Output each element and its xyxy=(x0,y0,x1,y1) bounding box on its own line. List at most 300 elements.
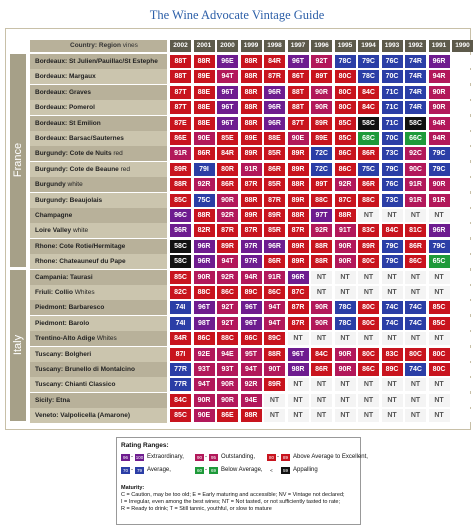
rating-cell: 88C xyxy=(217,332,238,345)
rating-cell: NT xyxy=(335,332,356,345)
rating-cell: 91R xyxy=(264,271,285,284)
rating-cell: NT xyxy=(382,394,403,407)
rating-cell: 94R xyxy=(429,117,450,130)
rating-cell: 94T xyxy=(241,363,262,376)
rating-cell: 74C xyxy=(405,317,426,330)
region-label: Region xyxy=(98,42,121,49)
rating-cell: NT xyxy=(429,209,450,222)
region-label: Tuscany: Brunello di Montalcino xyxy=(30,362,167,377)
rating-cell: 88R xyxy=(241,55,262,68)
year-header-2001: 2001 xyxy=(194,40,215,52)
year-header-2000: 2000 xyxy=(217,40,238,52)
rating-cell: 85C xyxy=(429,317,450,330)
legend-range-label: Average, xyxy=(147,466,171,473)
legend-swatch-high: 89 xyxy=(282,455,288,460)
rating-cell: NT xyxy=(335,271,356,284)
rating-cell xyxy=(452,86,473,99)
rating-cell: 88E xyxy=(194,86,215,99)
rating-cell: 89T xyxy=(311,70,332,83)
rating-cell: 94E xyxy=(217,348,238,361)
legend-swatch-low: 90 xyxy=(196,455,202,460)
rating-cell: 80C xyxy=(429,348,450,361)
rating-cell: 89C xyxy=(264,332,285,345)
rating-cell: 74C xyxy=(405,301,426,314)
legend-dash: - xyxy=(205,466,207,473)
year-header-1998: 1998 xyxy=(264,40,285,52)
rating-cell xyxy=(452,209,473,222)
rating-cell: 87R xyxy=(288,317,309,330)
rating-cell: 96T xyxy=(288,55,309,68)
rating-cell: 88R xyxy=(311,240,332,253)
rating-cell: NT xyxy=(264,409,285,422)
rating-cell: 85C xyxy=(335,117,356,130)
rating-cell: 58C xyxy=(358,117,379,130)
rating-cell: 86C xyxy=(217,286,238,299)
rating-cell: NT xyxy=(382,378,403,391)
legend-swatch-high: 95 xyxy=(210,455,216,460)
rating-cell: 91R xyxy=(241,163,262,176)
rating-cell: 96R xyxy=(194,255,215,268)
region-label: Tuscany: Chianti Classico xyxy=(30,377,167,392)
rating-cell: NT xyxy=(429,271,450,284)
rating-cell: 94T xyxy=(194,378,215,391)
rating-cell: 79C xyxy=(382,255,403,268)
rating-cell: NT xyxy=(405,409,426,422)
rating-cell: 90R xyxy=(335,240,356,253)
rating-cell: 88T xyxy=(288,86,309,99)
rating-cell xyxy=(452,378,473,391)
rating-cell: 80R xyxy=(217,163,238,176)
header-country-region xyxy=(30,40,167,52)
rating-cell: 92T xyxy=(217,301,238,314)
rating-cell: 90R xyxy=(335,255,356,268)
rating-cell: 74R xyxy=(405,70,426,83)
rating-cell: 92C xyxy=(405,147,426,160)
rating-cell: 91R xyxy=(405,194,426,207)
rating-cell xyxy=(452,194,473,207)
rating-cell: 78C xyxy=(358,70,379,83)
legend-range-label: Appalling xyxy=(293,466,318,473)
rating-cell: 88R xyxy=(241,70,262,83)
rating-cell: 71C xyxy=(382,86,403,99)
rating-cell: 74C xyxy=(405,363,426,376)
rating-cell: 66C xyxy=(405,132,426,145)
rating-cell: NT xyxy=(311,332,332,345)
rating-cell xyxy=(452,286,473,299)
rating-cell: 88R xyxy=(264,348,285,361)
rating-cell: 84C xyxy=(311,348,332,361)
rating-cell: 88R xyxy=(288,209,309,222)
legend-box xyxy=(116,437,368,525)
legend-range-label: Below Average, xyxy=(221,466,263,473)
rating-cell: 88R xyxy=(194,55,215,68)
rating-cell: NT xyxy=(429,394,450,407)
rating-cell: 88E xyxy=(264,132,285,145)
rating-cell xyxy=(452,70,473,83)
legend-range-label: Extraordinary, xyxy=(147,453,184,460)
rating-cell: 96T xyxy=(288,348,309,361)
rating-cell: NT xyxy=(358,409,379,422)
rating-cell: 74R xyxy=(405,101,426,114)
rating-cell xyxy=(452,163,473,176)
rating-cell: 89R xyxy=(288,163,309,176)
region-label: Burgundy: Beaujolais xyxy=(30,193,167,208)
rating-cell xyxy=(452,348,473,361)
rating-cell: 82R xyxy=(194,224,215,237)
rating-cell: 71C xyxy=(382,101,403,114)
rating-cell: 84R xyxy=(170,332,191,345)
rating-cell: NT xyxy=(358,394,379,407)
year-header-1995: 1995 xyxy=(335,40,356,52)
rating-cell: 74C xyxy=(382,301,403,314)
year-header-1994: 1994 xyxy=(358,40,379,52)
rating-cell: 90C xyxy=(405,163,426,176)
rating-cell: 96T xyxy=(241,301,262,314)
rating-cell: 79C xyxy=(382,240,403,253)
rating-cell: 79C xyxy=(358,55,379,68)
rating-cell: 90E xyxy=(288,132,309,145)
rating-cell: 88C xyxy=(358,194,379,207)
region-label: Piedmont: Barbaresco xyxy=(30,300,167,315)
rating-cell: NT xyxy=(264,394,285,407)
rating-cell: NT xyxy=(288,378,309,391)
country-tab-italy: Italy xyxy=(10,270,26,421)
rating-cell: 97T xyxy=(311,209,332,222)
rating-cell: NT xyxy=(429,378,450,391)
rating-cell: 89R xyxy=(241,147,262,160)
rating-cell: 72C xyxy=(311,163,332,176)
rating-cell: 80C xyxy=(405,348,426,361)
rating-cell: 93T xyxy=(194,363,215,376)
rating-cell: 87I xyxy=(170,348,191,361)
rating-cell: 90E xyxy=(194,409,215,422)
rating-cell: 90R xyxy=(429,101,450,114)
rating-cell: 81C xyxy=(405,224,426,237)
rating-cell xyxy=(452,101,473,114)
rating-cell: 88T xyxy=(170,55,191,68)
rating-cell: 88R xyxy=(241,117,262,130)
rating-cell: 85C xyxy=(170,409,191,422)
legend-swatch-high: 100 xyxy=(135,455,144,460)
rating-cell: 98T xyxy=(194,317,215,330)
rating-cell: 74R xyxy=(405,55,426,68)
rating-cell: NT xyxy=(429,409,450,422)
rating-cell: 88R xyxy=(311,255,332,268)
rating-cell: 93T xyxy=(217,363,238,376)
rating-cell: 90R xyxy=(311,317,332,330)
rating-cell: 80C xyxy=(335,86,356,99)
rating-cell: NT xyxy=(311,394,332,407)
rating-cell: 96T xyxy=(217,101,238,114)
rating-cell: NT xyxy=(311,378,332,391)
rating-cell: 90R xyxy=(311,301,332,314)
rating-cell: 89R xyxy=(288,147,309,160)
vines-label: vines xyxy=(122,42,138,49)
rating-cell: 96R xyxy=(429,55,450,68)
rating-cell: NT xyxy=(335,394,356,407)
rating-cell: NT xyxy=(382,271,403,284)
rating-cell: 92R xyxy=(217,271,238,284)
rating-cell: 86C xyxy=(358,363,379,376)
rating-cell: 88R xyxy=(170,178,191,191)
rating-cell: 86C xyxy=(264,286,285,299)
rating-cell: 89R xyxy=(288,194,309,207)
region-label: Burgundy: Cote de Beaune red xyxy=(30,162,167,177)
rating-cell: 92T xyxy=(217,317,238,330)
rating-cell: 71C xyxy=(382,117,403,130)
rating-cell: NT xyxy=(288,332,309,345)
rating-cell: 96R xyxy=(194,240,215,253)
rating-cell: NT xyxy=(288,409,309,422)
rating-cell: 65C xyxy=(429,255,450,268)
rating-cell: 94R xyxy=(241,271,262,284)
rating-cell: 94R xyxy=(429,70,450,83)
region-label: Bordeaux: Pomerol xyxy=(30,100,167,115)
rating-cell: 84C xyxy=(358,86,379,99)
legend-swatch-high: 69 xyxy=(210,468,216,473)
rating-cell: 94R xyxy=(429,132,450,145)
rating-cell: 96R xyxy=(264,240,285,253)
rating-cell: 80C xyxy=(358,317,379,330)
rating-cell: 79C xyxy=(382,163,403,176)
maturity-line-1: I = Irregular, even among the best wines; NT = Not tasted, or not sufficiently tasted to rate; xyxy=(121,499,340,505)
rating-cell xyxy=(452,147,473,160)
rating-cell: 90R xyxy=(311,86,332,99)
region-label: Burgundy: Cote de Nuits red xyxy=(30,146,167,161)
rating-cell: 79I xyxy=(194,163,215,176)
rating-cell: 96T xyxy=(194,301,215,314)
rating-cell: 80C xyxy=(429,363,450,376)
rating-cell: NT xyxy=(311,409,332,422)
rating-cell: 80C xyxy=(335,70,356,83)
rating-cell: 94E xyxy=(241,394,262,407)
rating-cell: 90E xyxy=(194,132,215,145)
country-tab-france: France xyxy=(10,54,26,267)
rating-cell: 85R xyxy=(264,147,285,160)
rating-cell: 96R xyxy=(264,86,285,99)
rating-cell: NT xyxy=(405,271,426,284)
year-header-1996: 1996 xyxy=(311,40,332,52)
rating-cell: 86E xyxy=(170,132,191,145)
rating-cell: NT xyxy=(405,378,426,391)
rating-cell: 96C xyxy=(170,209,191,222)
rating-cell: 86C xyxy=(335,163,356,176)
rating-cell: 85R xyxy=(264,178,285,191)
rating-cell: NT xyxy=(429,286,450,299)
year-header-1992: 1992 xyxy=(405,40,426,52)
rating-cell: 87R xyxy=(264,70,285,83)
rating-cell: 90R xyxy=(429,86,450,99)
rating-cell: 87T xyxy=(288,117,309,130)
rating-cell: 91T xyxy=(335,224,356,237)
legend-swatch-high: 59 xyxy=(282,468,288,473)
rating-cell: NT xyxy=(358,209,379,222)
rating-cell: 68C xyxy=(358,132,379,145)
legend-range-label: Above Average to Excellent, xyxy=(293,453,368,460)
rating-cell xyxy=(452,255,473,268)
rating-cell: 88C xyxy=(311,194,332,207)
rating-cell: 86T xyxy=(288,70,309,83)
rating-cell: 85C xyxy=(335,132,356,145)
rating-cell: 88R xyxy=(194,209,215,222)
rating-cell xyxy=(452,317,473,330)
year-header-1999: 1999 xyxy=(241,40,262,52)
region-label: Sicily: Etna xyxy=(30,393,167,408)
rating-cell: 89R xyxy=(288,255,309,268)
rating-cell xyxy=(452,363,473,376)
legend-swatch-low: 70 xyxy=(122,468,128,473)
region-label: Loire Valley white xyxy=(30,223,167,238)
rating-cell: 90R xyxy=(335,363,356,376)
rating-cell: 89C xyxy=(241,286,262,299)
legend-swatch-low: 60 xyxy=(196,468,202,473)
year-header-1993: 1993 xyxy=(382,40,403,52)
rating-cell: 88R xyxy=(241,101,262,114)
region-label: Bordeaux: Graves xyxy=(30,85,167,100)
rating-cell: 77R xyxy=(170,363,191,376)
maturity-line-2: R = Ready to drink; T = Still tannic, youthful, or slow to mature xyxy=(121,506,272,512)
legend-swatch-low: 80 xyxy=(268,455,274,460)
rating-cell: 86R xyxy=(194,147,215,160)
rating-cell: 89R xyxy=(264,209,285,222)
rating-cell: 89R xyxy=(217,240,238,253)
legend-dash: - xyxy=(131,466,133,473)
rating-cell: 96E xyxy=(217,55,238,68)
rating-cell: 73C xyxy=(382,147,403,160)
rating-cell: 94T xyxy=(264,317,285,330)
rating-cell: 90R xyxy=(194,394,215,407)
rating-cell: 79C xyxy=(429,240,450,253)
rating-cell: 87C xyxy=(288,286,309,299)
rating-cell: 96R xyxy=(264,117,285,130)
rating-cell: NT xyxy=(335,378,356,391)
rating-cell: 78C xyxy=(335,55,356,68)
rating-cell: 95T xyxy=(241,348,262,361)
rating-cell: NT xyxy=(429,332,450,345)
rating-cell xyxy=(452,132,473,145)
rating-cell: 85C xyxy=(170,271,191,284)
rating-cell: 87R xyxy=(288,224,309,237)
region-label: Piedmont: Barolo xyxy=(30,316,167,331)
rating-cell: 87R xyxy=(217,224,238,237)
rating-cell: 88T xyxy=(170,70,191,83)
rating-cell: 58C xyxy=(170,255,191,268)
rating-cell: 70C xyxy=(382,132,403,145)
rating-cell: 84R xyxy=(264,55,285,68)
rating-cell: 87E xyxy=(170,117,191,130)
rating-cell: 75C xyxy=(194,194,215,207)
rating-cell: 90R xyxy=(217,378,238,391)
rating-cell: 80C xyxy=(358,255,379,268)
region-label: Campania: Taurasi xyxy=(30,270,167,285)
rating-cell: 86C xyxy=(194,332,215,345)
rating-cell: 97R xyxy=(241,255,262,268)
rating-cell: 91R xyxy=(405,178,426,191)
rating-cell: 90R xyxy=(335,348,356,361)
rating-cell: 88R xyxy=(241,86,262,99)
rating-cell: 86R xyxy=(358,178,379,191)
year-header-1990: 1990 xyxy=(452,40,473,52)
rating-cell: 76C xyxy=(382,55,403,68)
rating-cell: 58C xyxy=(170,240,191,253)
rating-cell: 94T xyxy=(217,70,238,83)
rating-cell: 78C xyxy=(335,301,356,314)
legend-dash: - xyxy=(131,453,133,460)
rating-cell: 88R xyxy=(335,209,356,222)
rating-cell: 90R xyxy=(217,194,238,207)
rating-cell: 90R xyxy=(311,101,332,114)
rating-cell: 96T xyxy=(217,86,238,99)
rating-cell: 87R xyxy=(264,194,285,207)
rating-cell: 83C xyxy=(358,224,379,237)
rating-cell: 75C xyxy=(358,163,379,176)
rating-cell: 85R xyxy=(264,224,285,237)
legend-title: Rating Ranges: xyxy=(121,442,169,449)
rating-cell: 82C xyxy=(170,286,191,299)
rating-cell: 90R xyxy=(217,394,238,407)
rating-cell: NT xyxy=(288,394,309,407)
rating-cell: NT xyxy=(311,286,332,299)
rating-cell: 97R xyxy=(241,240,262,253)
rating-cell: NT xyxy=(358,286,379,299)
rating-cell: 89E xyxy=(311,132,332,145)
rating-cell: 87R xyxy=(288,301,309,314)
rating-cell: 88R xyxy=(241,194,262,207)
rating-cell: 88R xyxy=(288,178,309,191)
region-label: Champagne xyxy=(30,208,167,223)
rating-cell: 86R xyxy=(311,363,332,376)
rating-cell: 96R xyxy=(429,224,450,237)
rating-cell: 74I xyxy=(170,301,191,314)
region-label: Burgundy white xyxy=(30,177,167,192)
rating-cell: 83C xyxy=(382,348,403,361)
rating-cell: 92R xyxy=(217,209,238,222)
region-label: Bordeaux: St Julien/Pauillac/St Estephe xyxy=(30,54,167,69)
rating-cell: 74R xyxy=(405,86,426,99)
rating-cell: NT xyxy=(405,332,426,345)
rating-cell: 88T xyxy=(288,101,309,114)
rating-cell: 90R xyxy=(429,178,450,191)
country-label: Country: xyxy=(70,42,98,49)
region-label: Trentino-Alto Adige Whites xyxy=(30,331,167,346)
rating-cell: 94T xyxy=(217,255,238,268)
region-label: Rhone: Chateauneuf du Pape xyxy=(30,254,167,269)
rating-cell: 96R xyxy=(288,271,309,284)
rating-cell: 88C xyxy=(194,286,215,299)
rating-cell: 91R xyxy=(429,194,450,207)
maturity-line-0: C = Caution, may be too old; E = Early maturing and accessible; NV = Vintage not declared; xyxy=(121,492,345,498)
rating-cell: 98R xyxy=(288,363,309,376)
rating-cell xyxy=(452,409,473,422)
year-header-1997: 1997 xyxy=(288,40,309,52)
rating-cell: NT xyxy=(335,286,356,299)
rating-cell: 96T xyxy=(217,117,238,130)
region-label: Bordeaux: St Emilion xyxy=(30,116,167,131)
page-title: The Wine Advocate Vintage Guide xyxy=(149,8,325,22)
rating-cell: 89R xyxy=(170,163,191,176)
rating-cell: NT xyxy=(358,378,379,391)
rating-cell xyxy=(452,301,473,314)
maturity-notes xyxy=(121,485,357,513)
rating-cell: NT xyxy=(358,332,379,345)
rating-cell: 87C xyxy=(335,194,356,207)
rating-cell xyxy=(452,55,473,68)
rating-cell xyxy=(452,224,473,237)
region-label: Tuscany: Bolgheri xyxy=(30,347,167,362)
rating-cell: 79C xyxy=(429,163,450,176)
rating-cell: 88E xyxy=(194,101,215,114)
rating-cell xyxy=(452,394,473,407)
